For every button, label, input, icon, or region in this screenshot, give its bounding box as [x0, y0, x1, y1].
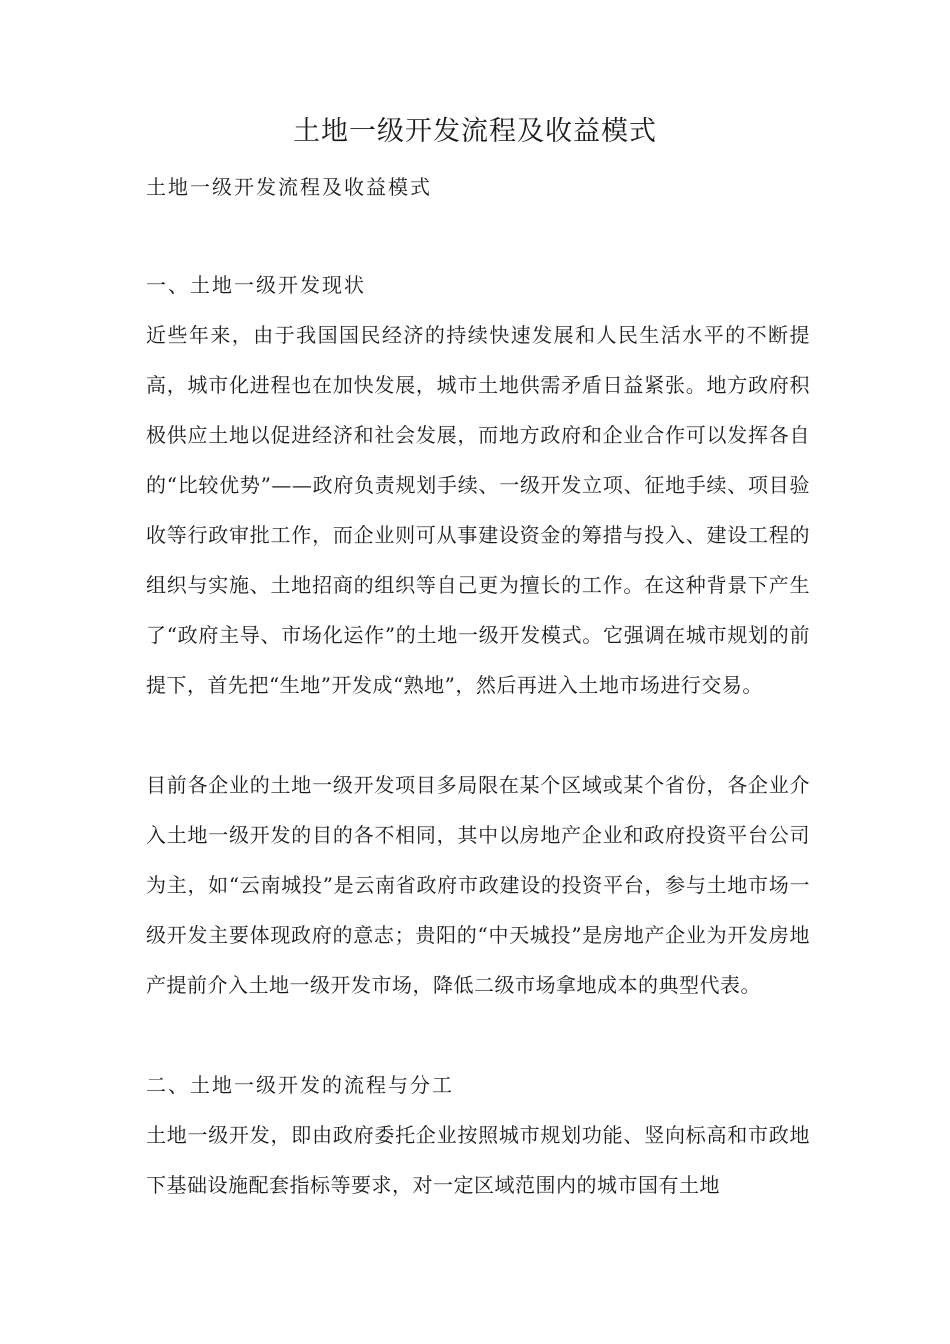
paragraph — [146, 310, 810, 710]
paragraph-text: 近些年来，由于我国国民经济的持续快速发展和人民生活水平的不断提高，城市化进程也在加快发展，城市土地供需矛盾日益紧张。地方政府积极供应土地以促进经济和社会发展，而地方政府和企业合作可以发挥各自的“比较优势”——政府负责规划手续、一级开发立项、征地手续、项目验收等行政审批工作，而企业则可从事建设资金的筹措与投入、建设工程的组织与实施、土地招商的组织等自己更为擅长的工作。在这种背景下产生了“政府主导、市场化运作”的土地一级开发模式。它强调在城市规划的前提下，首先把“生地”开发成“熟地”，然后再进入土地市场进行交易。 — [146, 323, 810, 697]
paragraph — [146, 760, 810, 1010]
section-heading-process: 二、土地一级开发的流程与分工 — [146, 1073, 454, 1097]
document-subtitle: 土地一级开发流程及收益模式 — [146, 175, 432, 199]
section-heading-status: 一、土地一级开发现状 — [146, 273, 366, 297]
paragraph — [146, 1110, 810, 1210]
document-title: 土地一级开发流程及收益模式 — [293, 116, 657, 147]
paragraph-text: 目前各企业的土地一级开发项目多局限在某个区域或某个省份，各企业介入土地一级开发的目的各不相同，其中以房地产企业和政府投资平台公司为主，如“云南城投”是云南省政府市政建设的投资平台，参与土地市场一级开发主要体现政府的意志；贵阳的“中天城投”是房地产企业为开发房地产提前介入土地一级开发市场，降低二级市场拿地成本的典型代表。 — [146, 773, 810, 997]
paragraph-text: 土地一级开发，即由政府委托企业按照城市规划功能、竖向标高和市政地下基础设施配套指标等要求，对一定区域范围内的城市国有土地 — [146, 1123, 810, 1197]
